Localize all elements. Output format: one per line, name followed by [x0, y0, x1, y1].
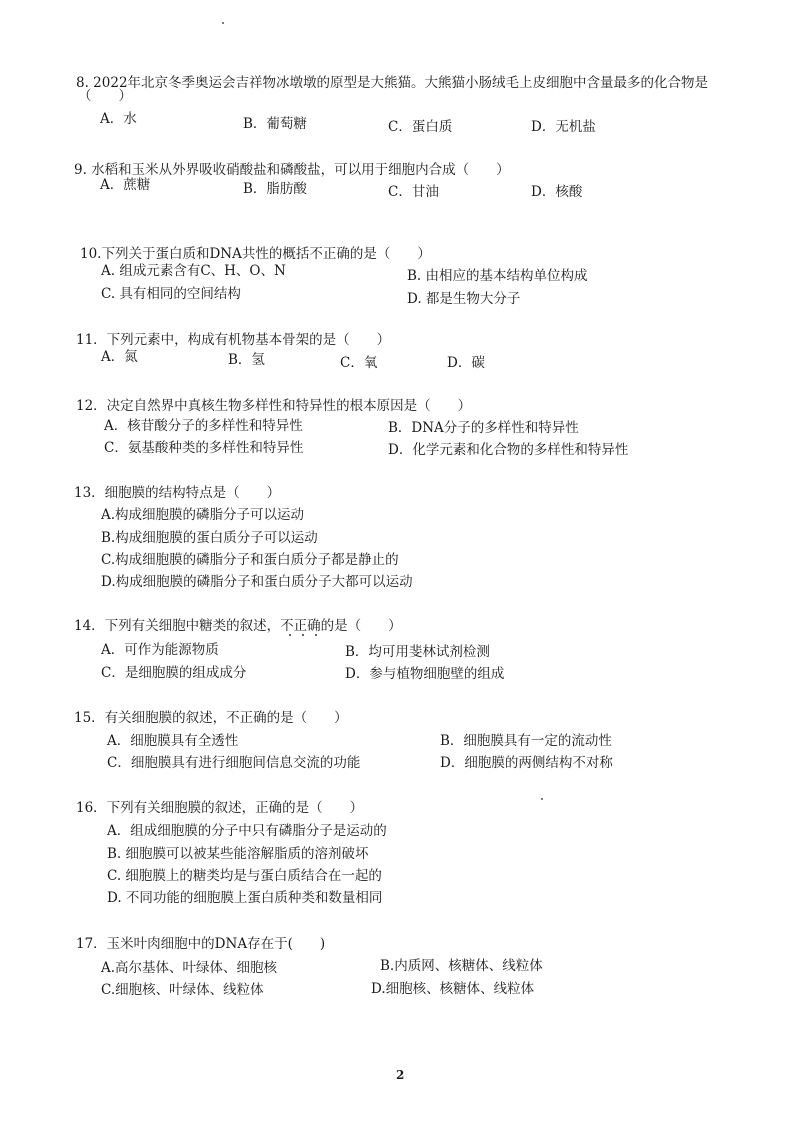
question-16-stem: 16．下列有关细胞膜的叙述，正确的是（ ）: [76, 800, 364, 816]
emphasis-dot: [289, 634, 291, 636]
question-11-option-c: C．氧: [340, 355, 378, 371]
question-17-option-a: A.高尔基体、叶绿体、细胞核: [101, 960, 278, 976]
question-9-option-b: B．脂肪酸: [243, 181, 307, 197]
question-8-stem: 8. 2022年北京冬季奥运会吉祥物冰墩墩的原型是大熊猫。大熊猫小肠绒毛上皮细胞中含量最多的化合物是: [76, 75, 709, 91]
scan-speck: [222, 22, 224, 24]
question-13-option-c: C.构成细胞膜的磷脂分子和蛋白质分子都是静止的: [101, 552, 399, 568]
emphasis-dot: [315, 634, 317, 636]
question-14-option-b: B．均可用斐林试剂检测: [345, 644, 490, 660]
question-14-option-a: A．可作为能源物质: [101, 642, 219, 658]
question-12-stem: 12．决定自然界中真核生物多样性和特异性的根本原因是（ ）: [76, 398, 472, 414]
question-10-option-a: A. 组成元素含有C、H、O、N: [101, 263, 286, 279]
question-16-option-c: C. 细胞膜上的糖类均是与蛋白质结合在一起的: [107, 868, 382, 884]
question-10-option-d: D. 都是生物大分子: [407, 291, 521, 307]
scan-speck: [541, 798, 543, 800]
question-11-option-d: D．碳: [447, 355, 485, 371]
question-9-option-a: A．蔗糖: [100, 177, 151, 193]
question-16-option-b: B. 细胞膜可以被某些能溶解脂质的溶剂破坏: [107, 846, 369, 862]
question-15-stem: 15．有关细胞膜的叙述，不正确的是（ ）: [74, 710, 348, 726]
question-15-option-a: A．细胞膜具有全透性: [107, 733, 239, 749]
question-13-option-b: B.构成细胞膜的蛋白质分子可以运动: [101, 530, 318, 546]
question-10-option-c: C. 具有相同的空间结构: [101, 286, 241, 302]
question-12-option-d: D．化学元素和化合物的多样性和特异性: [388, 442, 629, 458]
question-10-stem: 10.下列关于蛋白质和DNA共性的概括不正确的是（ ）: [80, 246, 431, 262]
question-9-stem: 9. 水稻和玉米从外界吸收硝酸盐和磷酸盐，可以用于细胞内合成（ ）: [74, 162, 510, 178]
question-13-option-d: D.构成细胞膜的磷脂分子和蛋白质分子大都可以运动: [101, 574, 413, 590]
question-9-option-d: D．核酸: [531, 184, 583, 200]
question-17-option-b: B.内质网、核糖体、线粒体: [380, 958, 543, 974]
question-8-stem-cont: （ ）: [78, 88, 132, 104]
question-8-option-d: D．无机盐: [531, 119, 596, 135]
question-14-option-d: D．参与植物细胞壁的组成: [345, 666, 505, 682]
question-12-option-a: A．核苷酸分子的多样性和特异性: [104, 418, 303, 434]
question-12-option-b: B．DNA分子的多样性和特异性: [388, 420, 579, 436]
question-16-option-d: D. 不同功能的细胞膜上蛋白质种类和数量相同: [107, 890, 383, 906]
question-11-stem: 11．下列元素中，构成有机物基本骨架的是（ ）: [76, 332, 391, 348]
question-8-option-c: C．蛋白质: [388, 119, 453, 135]
question-13-stem: 13．细胞膜的结构特点是（ ）: [74, 485, 281, 501]
question-9-option-c: C．甘油: [388, 184, 439, 200]
question-11-option-a: A．氮: [101, 349, 138, 365]
question-15-option-d: D．细胞膜的两侧结构不对称: [440, 755, 613, 771]
question-14-option-c: C．是细胞膜的组成成分: [101, 665, 247, 681]
question-17-option-c: C.细胞核、叶绿体、线粒体: [101, 982, 264, 998]
question-13-option-a: A.构成细胞膜的磷脂分子可以运动: [101, 507, 305, 523]
question-15-option-c: C．细胞膜具有进行细胞间信息交流的功能: [107, 755, 361, 771]
question-12-option-c: C．氨基酸种类的多样性和特异性: [104, 440, 304, 456]
question-17-option-d: D.细胞核、核糖体、线粒体: [371, 981, 535, 997]
question-10-option-b: B. 由相应的基本结构单位构成: [407, 268, 588, 284]
question-14-stem: 14．下列有关细胞中糖类的叙述，不正确的是（ ）: [74, 618, 402, 634]
question-16-option-a: A．组成细胞膜的分子中只有磷脂分子是运动的: [107, 823, 387, 839]
question-8-option-a: A．水: [100, 111, 137, 127]
question-17-stem: 17．玉米叶肉细胞中的DNA存在于( ): [76, 936, 326, 952]
question-11-option-b: B．氢: [228, 352, 265, 368]
emphasis-dot: [302, 634, 304, 636]
question-15-option-b: B．细胞膜具有一定的流动性: [440, 733, 612, 749]
question-8-option-b: B．葡萄糖: [243, 116, 307, 132]
page-number: 2: [396, 1068, 405, 1082]
